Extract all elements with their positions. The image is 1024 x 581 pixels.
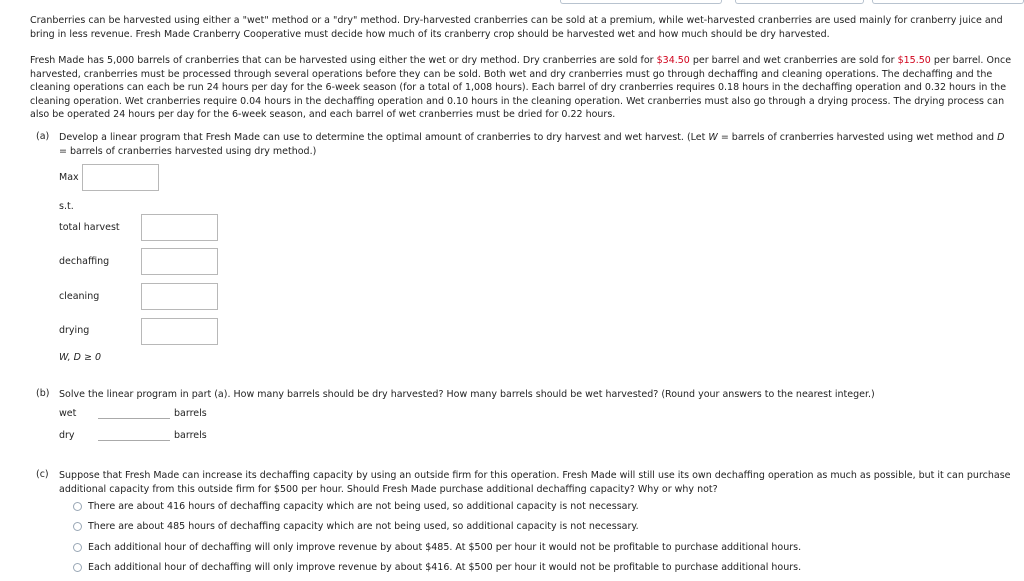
wet-price: $15.50: [897, 55, 931, 66]
max-label: Max: [59, 172, 79, 183]
dry-price: $34.50: [656, 55, 690, 66]
option-2-radio[interactable]: [73, 522, 82, 531]
wet-unit: barrels: [174, 408, 207, 419]
intro-p2-text-c: per barrel. Once harvested, cranberries must be processed through several operations before they can be sold. Both wet and dry cranberries must go through dechaffing and cleaning operations. The dechaffing and the cleaning operations can each be run 24 hours per day for the 6-week season (for a total of 1,008 hours). Each barrel of dry cranberries requires 0.18 hours in the dechaffing operation and 0.32 hours in the cleaning operation. Wet cranberries require 0.04 hours in the dechaffing operation and 0.10 hours in the cleaning operation. Wet cranberries must also go through a drying process. The drying process can also be operated 24 hours per day for the 6-week season, and each barrel of wet cranberries must be dried for 0.22 hours.: [30, 55, 1012, 120]
part-a-text-3: = barrels of cranberries harvested using dry method.): [59, 145, 317, 157]
intro-paragraph-1: Cranberries can be harvested using either a "wet" method or a "dry" method. Dry-harvested cranberries can be sold at a premium, while wet-harvested cranberries are used mainly for cranberry juice and bring in less revenue. Fresh Made Cranberry Cooperative must decide how much of its cranberry crop should be harvested wet and how much should be dry harvested.: [30, 15, 1003, 40]
drying-input[interactable]: [141, 318, 218, 345]
wet-barrels-input[interactable]: [98, 406, 170, 419]
dry-unit: barrels: [174, 430, 207, 441]
part-a-question: [59, 131, 1014, 158]
dry-label: dry: [59, 430, 75, 441]
option-1-text: There are about 416 hours of dechaffing capacity which are not being used, so additional capacity is not necessary.: [88, 501, 639, 512]
wet-label: wet: [59, 408, 77, 419]
constraint-label-dechaffing: dechaffing: [59, 256, 110, 267]
intro-paragraph-2: [30, 54, 1020, 122]
top-tab-2[interactable]: [735, 0, 864, 4]
intro-p2-text-b: per barrel and wet cranberries are sold for: [689, 55, 898, 66]
cleaning-input[interactable]: [141, 283, 218, 310]
part-b-question: Solve the linear program in part (a). How many barrels should be dry harvested? How many barrels should be wet harvested? (Round your answers to the nearest integer.): [59, 389, 875, 400]
intro-p2-text-a: Fresh Made has 5,000 barrels of cranberries that can be harvested using either the wet or dry method. Dry cranberries are sold for: [30, 55, 657, 66]
dechaffing-input[interactable]: [141, 248, 218, 275]
part-a-text-2: = barrels of cranberries harvested using wet method and: [717, 132, 998, 143]
option-3-text: Each additional hour of dechaffing will only improve revenue by about $485. At $500 per hour it would not be profitable to purchase additional hours.: [88, 542, 802, 553]
var-d: D: [997, 132, 1005, 143]
part-c-question: Suppose that Fresh Made can increase its dechaffing capacity by using an outside firm for this operation. Fresh Made will still use its own dechaffing operation as much as possible, but it can purchase additional capacity from this outside firm for $500 per hour. Should Fresh Made purchase additional dechaffing capacity? Why or why not?: [59, 470, 1011, 495]
top-tab-1[interactable]: [560, 0, 722, 4]
st-label: s.t.: [59, 201, 74, 212]
option-2-text: There are about 485 hours of dechaffing capacity which are not being used, so additional capacity is not necessary.: [88, 521, 639, 532]
option-4-radio[interactable]: [73, 563, 82, 572]
part-b-label: (b): [36, 388, 50, 399]
objective-input[interactable]: [82, 164, 159, 191]
part-c-label: (c): [36, 469, 49, 480]
option-4-text: Each additional hour of dechaffing will only improve revenue by about $416. At $500 per hour it would not be profitable to purchase additional hours.: [88, 562, 802, 573]
part-a-text-1: Develop a linear program that Fresh Made can use to determine the optimal amount of cranberries to dry harvest and wet harvest. (Let: [59, 132, 709, 143]
top-tab-3[interactable]: [872, 0, 1024, 4]
nonnegativity-constraint: W, D ≥ 0: [59, 352, 102, 363]
dry-barrels-input[interactable]: [98, 428, 170, 441]
var-w: W: [708, 132, 718, 143]
top-tab-strip: [0, 0, 1024, 4]
part-a-label: (a): [36, 131, 50, 142]
constraint-label-drying: drying: [59, 325, 90, 336]
total-harvest-input[interactable]: [141, 214, 218, 241]
option-3-radio[interactable]: [73, 543, 82, 552]
constraint-label-total-harvest: total harvest: [59, 222, 120, 233]
option-1-radio[interactable]: [73, 502, 82, 511]
constraint-label-cleaning: cleaning: [59, 291, 100, 302]
